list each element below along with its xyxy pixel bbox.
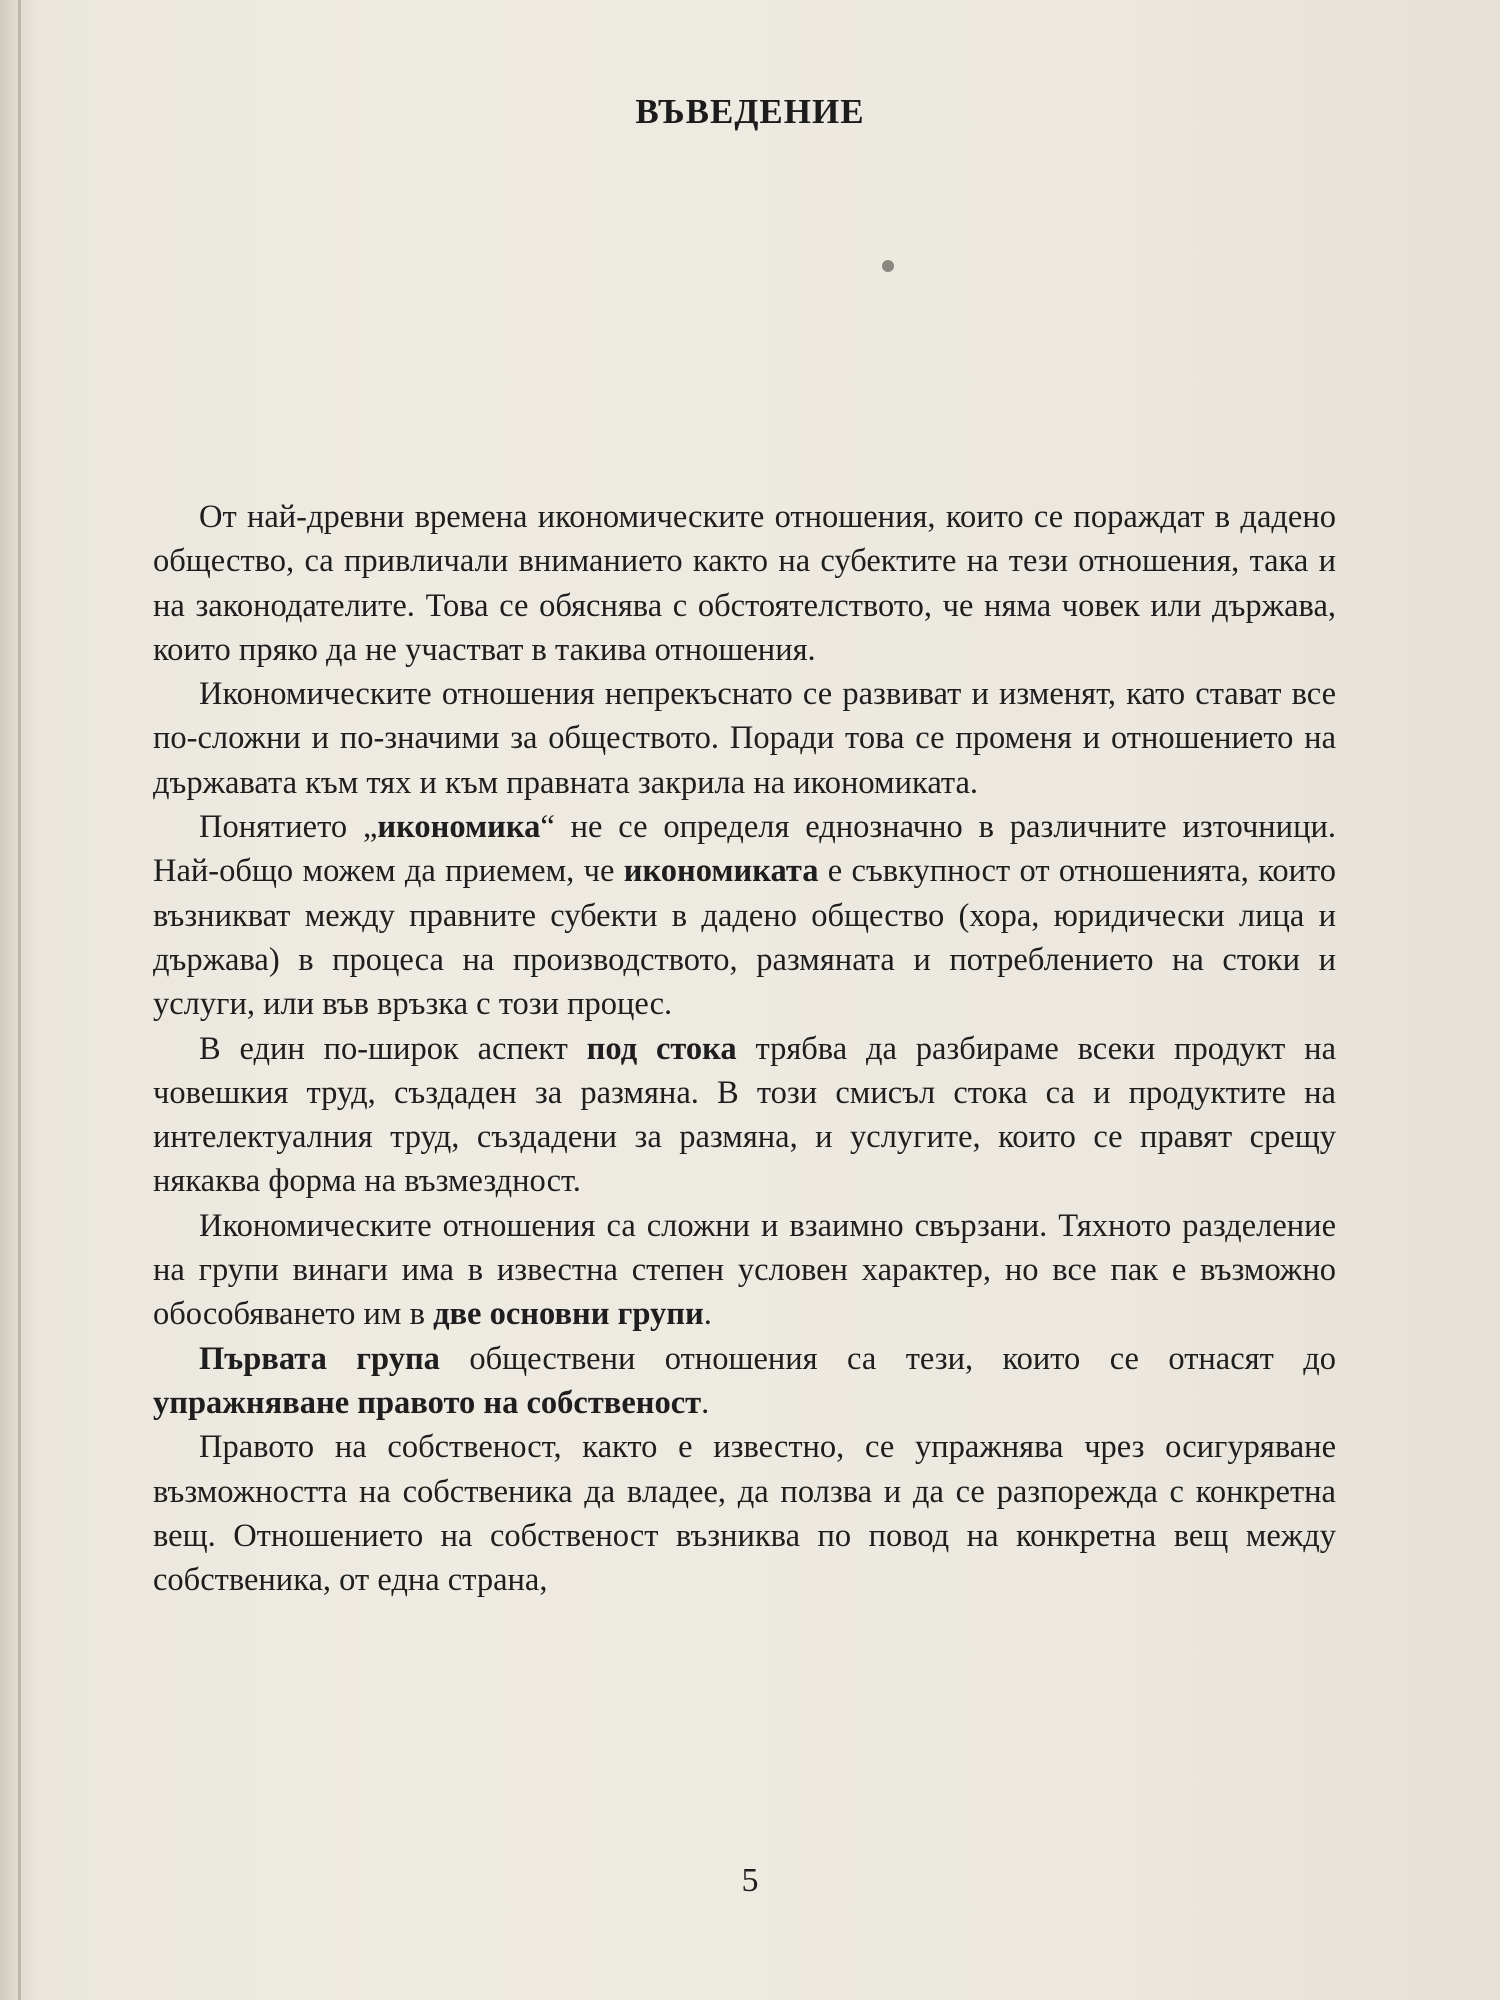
paragraph-5-run-3: . (703, 1296, 712, 1333)
paragraph-4-run-3: трябва да разбираме всеки продукт на човешкия труд, създаден за размяна. В този смисъл стока са и продуктите на интелектуалния труд, създадени за размяна, и услугите, които се правят срещу някаква форма на възмездност. (153, 1030, 1336, 1200)
page-gutter (18, 0, 21, 2000)
paper-speck (882, 260, 894, 272)
paragraph-4 (153, 1027, 1336, 1204)
term-two-main-groups: две основни групи (433, 1296, 704, 1333)
paragraph-6-run-2: обществени отношения са тези, които се отнасят до (439, 1340, 1336, 1377)
paragraph-7-text: Правото на собственост, както е известно, се упражнява чрез осигуряване възможността на собственика да владее, да ползва и да се разпорежда с конкретна вещ. Отношението на собственост възниква по повод на конкретна вещ между собственика, от една страна, (153, 1429, 1336, 1599)
paragraph-6-run-4: . (701, 1384, 710, 1421)
paragraph-3-run-1: Понятието „ (199, 809, 378, 846)
paragraph-5 (153, 1204, 1336, 1337)
body-text (153, 495, 1336, 1602)
paragraph-7 (153, 1425, 1336, 1602)
paragraph-3-run-5: е съвкупност от отношенията, които възникват между правните субекти в дадено общество (хора, юридически лица и държава) в процеса на производството, размяната и потреблението на стоки и услуги, или във връзка с този процес. (153, 853, 1336, 1023)
paragraph-6 (153, 1337, 1336, 1426)
paragraph-1 (153, 495, 1336, 672)
term-first-group: Първата група (199, 1340, 440, 1377)
paragraph-5-run-1: Икономическите отношения са сложни и взаимно свързани. Тяхното разделение на групи винаги има в известна степен условен характер, но все пак е възможно обособяването им в (153, 1207, 1336, 1333)
page-number: 5 (741, 1862, 759, 1899)
paragraph-3 (153, 805, 1336, 1026)
paragraph-2 (153, 672, 1336, 805)
paragraph-2-text: Икономическите отношения непрекъснато се развиват и изменят, като стават все по-сложни и по-значими за обществото. Поради това се променя и отношението на държавата към тях и към правната закрила на икономиката. (153, 676, 1336, 801)
term-property-right: упражняване правото на собственост (153, 1384, 702, 1421)
paragraph-1-text: От най-древни времена икономическите отношения, които се пораждат в дадено общество, са привличали вниманието както на субектите на тези отношения, така и на законодателите. Това се обяснява с обстоятелството, че няма човек или държава, които пряко да не участват в такива отношения. (153, 499, 1336, 668)
chapter-title: ВЪВЕДЕНИЕ (635, 92, 865, 131)
paragraph-3-run-3: “ не се определя еднозначно в различните източници. Най-общо можем да приемем, че (153, 809, 1336, 890)
paragraph-4-run-1: В един по-широк аспект (199, 1030, 587, 1067)
term-commodity: под стока (586, 1030, 737, 1067)
term-economy: икономика (377, 809, 541, 846)
term-the-economy: икономиката (623, 853, 819, 890)
